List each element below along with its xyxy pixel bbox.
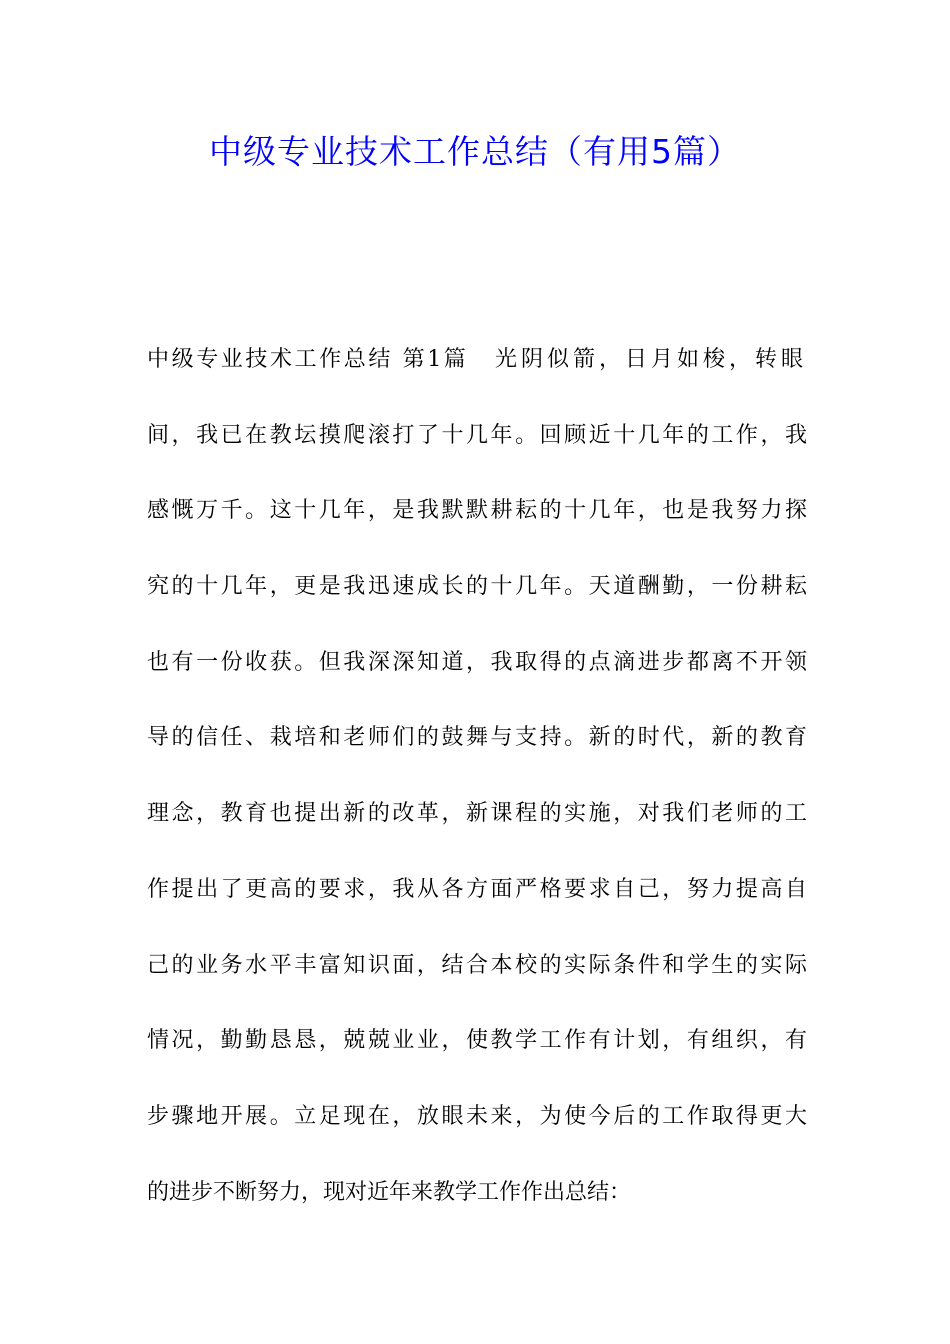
paragraph-line: 究的十几年，更是我迅速成长的十几年。天道酬勤，一份耕耘 (147, 574, 807, 600)
paragraph-line: 间，我已在教坛摸爬滚打了十几年。回顾近十几年的工作，我 (147, 422, 807, 448)
paragraph-line: 己的业务水平丰富知识面，结合本校的实际条件和学生的实际 (147, 952, 807, 978)
paragraph-line: 导的信任、栽培和老师们的鼓舞与支持。新的时代，新的教育 (147, 725, 807, 751)
paragraph-line: 的进步不断努力，现对近年来教学工作作出总结： (147, 1179, 632, 1205)
paragraph-line: 感慨万千。这十几年，是我默默耕耘的十几年，也是我努力探 (147, 498, 807, 524)
document-body (147, 338, 807, 1246)
paragraph-line: 理念，教育也提出新的改革，新课程的实施，对我们老师的工 (147, 801, 807, 827)
paragraph-line: 也有一份收获。但我深深知道，我取得的点滴进步都离不开领 (147, 649, 807, 675)
paragraph-line: 光阴似箭，日月如梭，转眼 (494, 347, 807, 372)
paragraph-line: 作提出了更高的要求，我从各方面严格要求自己，努力提高自 (147, 876, 807, 902)
document-title: 中级专业技术工作总结（有用5篇） (209, 132, 741, 171)
paragraph-first-line (147, 338, 807, 414)
paragraph-line: 情况，勤勤恳恳，兢兢业业，使教学工作有计划，有组织，有 (147, 1028, 807, 1054)
paragraph-line: 步骤地开展。立足现在，放眼未来，为使今后的工作取得更大 (147, 1103, 807, 1129)
section-heading: 中级专业技术工作总结 第1篇 (147, 347, 469, 372)
